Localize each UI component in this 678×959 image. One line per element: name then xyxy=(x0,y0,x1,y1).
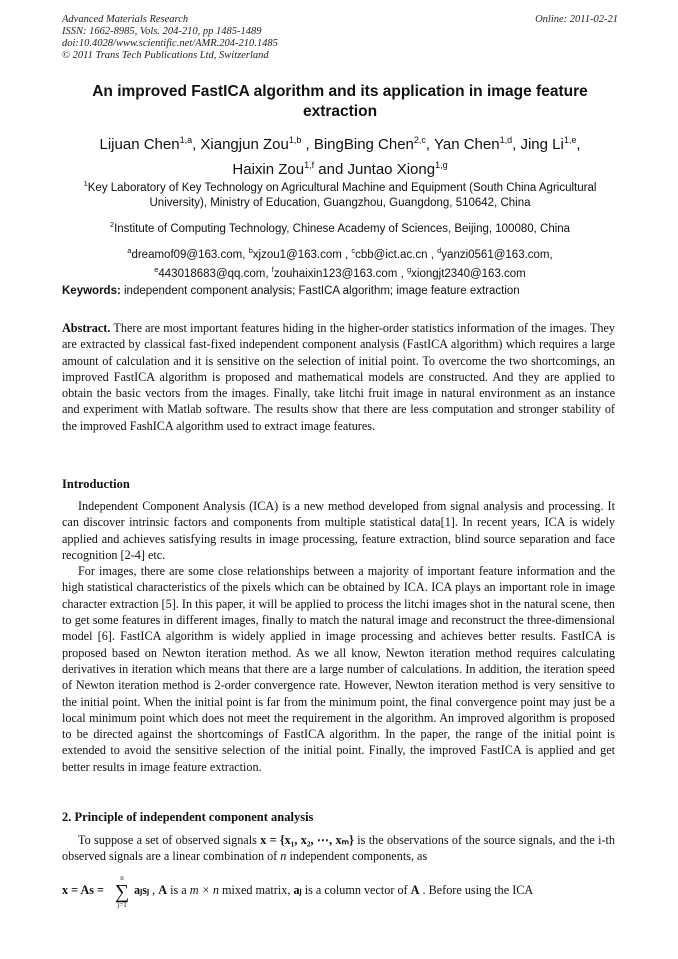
author-line-2: Haixin Zou$^{1,f}$ and Juntao Xiong$^{1,g}$ xyxy=(232,160,448,178)
paper-title: An improved FastICA algorithm and its application in image feature extraction xyxy=(92,83,588,120)
keywords-text: independent component analysis; FastICA algorithm; image feature extraction xyxy=(120,285,520,297)
section-2-heading: 2. Principle of independent component analysis xyxy=(62,810,314,824)
intro-paragraph-2: For images, there are some close relationships between a majority of important feature information and the high statistical characteristics of the pixels which can be obtained by ICA. ICA plays an important role in image character extraction [5]. In this paper, it will be applied to process the litchi images shot in the natural scene, then to get some features in different images, finally to match the natural image and reconstruct the three-dimensional model [6]. FastICA algorithm is widely applied in image processing and achieves better results. FastICA is proposed based on Newton iteration method. As we all know, Newton iteration method requires calculating derivatives in iteration which means that there are a large number of calculations. In addition, the iteration speed of Newton iteration method is 2-order convergence rate. However, Newton iteration method is very sensitive to the initial point. When the initial point is far from the minimum point, the final convergence point may just be a local minimum point which does not meet the requirement in the algorithm. An improved algorithm is proposed to be directed against the shortcomings of FastICA algorithm. In the paper, the range of the initial point is extended to avoid the sensitive selection of the initial point. Finally, the improved FastICA is applied and get better results in image feature extraction. xyxy=(62,564,615,774)
affiliation-2: $^2$Institute of Computing Technology, Chinese Academy of Sciences, Beijing, 100080, China xyxy=(109,219,571,235)
intro-paragraph-1: Independent Component Analysis (ICA) is a new method developed from signal analysis and processing. It can discover intrinsic factors and components from multiple statistical data[1]. In recent years, ICA is widely applied and achieves satisfying results in image processing, feature extraction, blind source separation and face recognition [2-4] etc. xyxy=(62,499,615,562)
mixing-equation-line xyxy=(62,874,615,908)
affiliations xyxy=(62,176,618,288)
section-2-body xyxy=(62,832,615,865)
equation-lhs: x = As = xyxy=(62,883,104,897)
summation-symbol: n ∑ j=1 xyxy=(114,874,130,909)
introduction-body xyxy=(62,498,615,775)
section-2-paragraph: To suppose a set of observed signals x = {x₁, x₂, ⋯, xₘ} is the observations of the source signals, and the i-th observed signals are a linear combination of n independent components, as xyxy=(62,833,615,864)
abstract xyxy=(62,320,615,434)
observed-signals-eq: x = {x₁, x₂, ⋯, xₘ} xyxy=(260,833,354,847)
journal-header xyxy=(62,14,618,62)
affiliation-1: $^1$Key Laboratory of Key Technology on Agricultural Machine and Equipment (South China Agricultural University), Ministry of Education, Guangzhou, Guangdong, 510642, China xyxy=(83,179,597,209)
online-date: Online: 2011-02-21 xyxy=(535,14,618,25)
abstract-text: There are most important features hiding in the higher-order statistics information of the images. They are extracted by classical fast-fixed independent component analysis (FastICA algorithm) which requires a large amount of calculation and it is sensitive on the selection of initial point. To overcome the two shortcomings, an improved FastICA algorithm is proposed and mathematical models are constructed. And they are applied to obtain the basic vectors from the images. Finally, take litchi fruit image in natural environment as an instance and experiment with Matlab software. The results show that there are less computation and stronger stability of the improved FashICA algorithm used to extract image features. xyxy=(62,321,615,433)
keywords xyxy=(62,284,618,299)
author-list xyxy=(62,130,618,180)
copyright-line: © 2011 Trans Tech Publications Ltd, Switzerland xyxy=(62,50,269,61)
keywords-label: Keywords: xyxy=(62,285,121,297)
equation-rhs: aⱼsⱼ , A is a m × n mixed matrix, aⱼ is a column vector of A . Before using the ICA xyxy=(134,883,534,897)
doi-line: doi:10.4028/www.scientific.net/AMR.204-210.1485 xyxy=(62,38,278,49)
journal-name: Advanced Materials Research xyxy=(62,14,189,25)
email-list: $^a$dreamof09@163.com, $^b$xjzou1@163.com , $^c$cbb@ict.ac.cn , $^d$yanzi0561@163.com, $^e$443018683@qq.com, $^f$zouhaixin123@163.com , $^g$xiongjt2340@163.com xyxy=(127,245,553,281)
issn-line: ISSN: 1662-8985, Vols. 204-210, pp 1485-1489 xyxy=(62,26,262,37)
introduction-heading: Introduction xyxy=(62,477,130,491)
author-line-1: Lijuan Chen$^{1,a}$, Xiangjun Zou$^{1,b}$ , BingBing Chen$^{2,c}$, Yan Chen$^{1,d}$, Jing Li$^{1,e}$, xyxy=(99,135,581,153)
abstract-label: Abstract. xyxy=(62,321,111,335)
